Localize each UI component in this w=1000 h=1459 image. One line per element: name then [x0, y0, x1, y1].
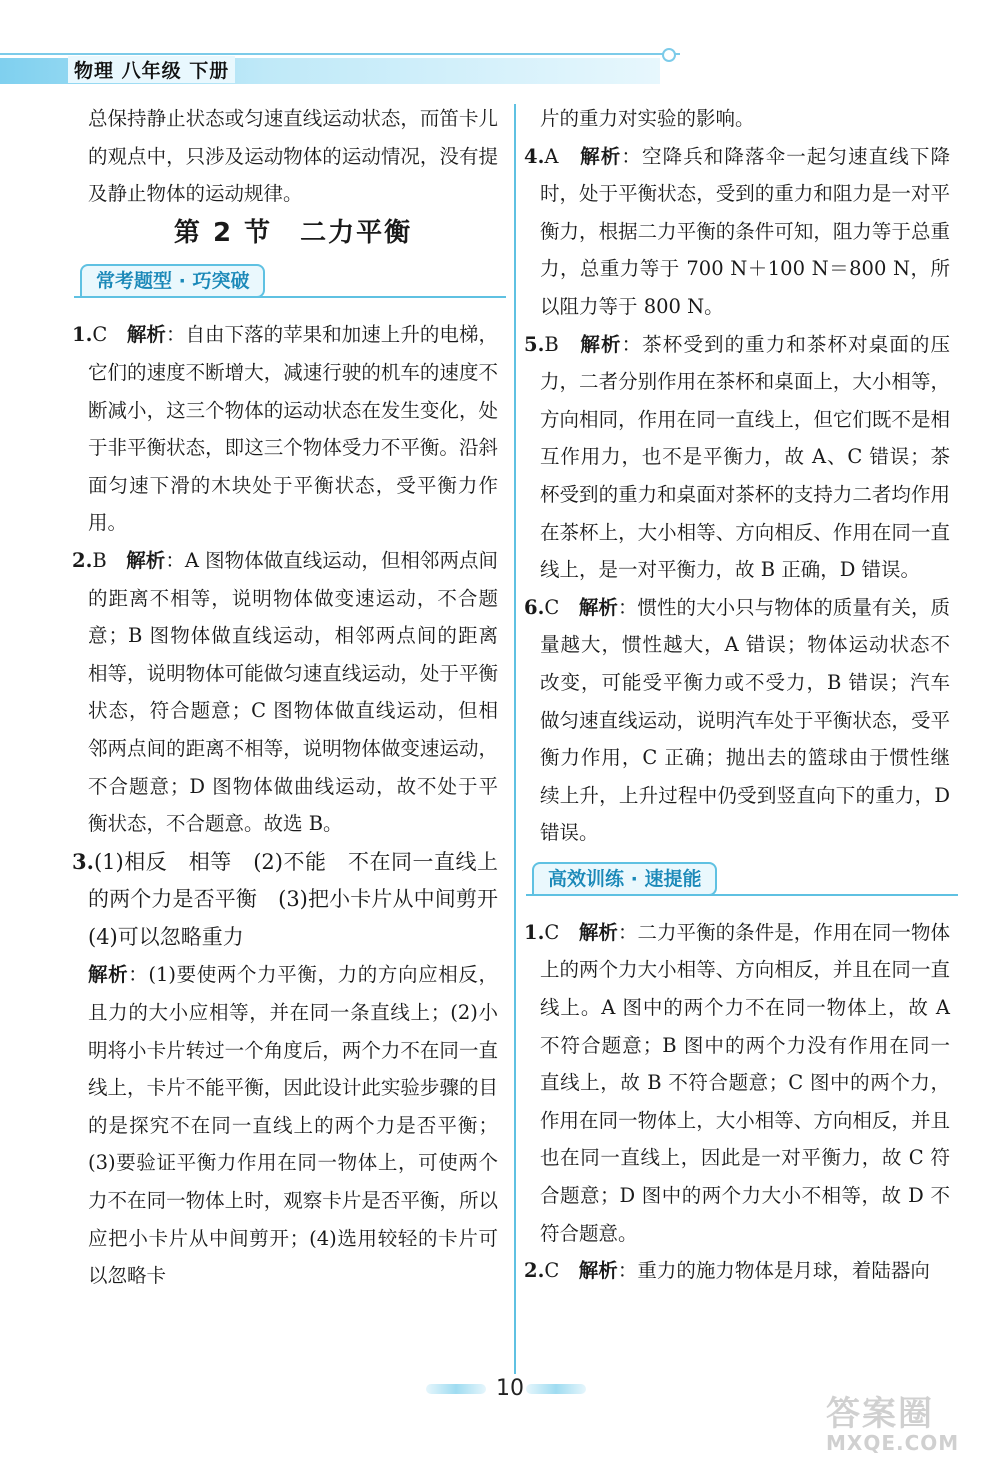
right-column [524, 100, 950, 1290]
answer-item [524, 589, 950, 852]
answer-item [524, 138, 950, 326]
analysis-text: ：茶杯受到的重力和茶杯对桌面的压力，二者分别作用在茶杯和桌面上，大小相等，方向相同，作用在同一直线上，但它们既不是相互作用力，也不是平衡力，故 A、C 错误；茶杯受到的重力和桌面对茶杯的支持力二者均作用在茶杯上，大小相等、方向相反、作用在同一直线上，是一对平衡力，故 B 正确，D 错误。 [540, 332, 950, 582]
analysis-text: ：(1)要使两个力平衡，力的方向应相反，且力的大小应相等，并在同一条直线上；(2)小明将小卡片转过一个角度后，两个力不在同一直线上，卡片不能平衡，因此设计此实验步骤的目的是探究不在同一直线上的两个力是否平衡；(3)要验证平衡力作用在同一物体上，可使两个力不在同一物体上时，观察卡片是否平衡，所以应把小卡片从中间剪开；(4)选用较轻的卡片可以忽略卡 [88, 963, 498, 1288]
analysis-text: ：A 图物体做直线运动，但相邻两点间的距离不相等，说明物体做变速运动，不合题意；B 图物体做直线运动，相邻两点间的距离相等，说明物体可能做匀速直线运动，处于平衡状态，符合题意；C 图物体做直线运动，但相邻两点间的距离不相等，说明物体做变速运动，不合题意；D 图物体做曲线运动，故不处于平衡状态，不合题意。故选 B。 [88, 548, 498, 836]
item-answer: C [544, 920, 560, 944]
item-answer: A [544, 144, 559, 168]
continued-text: 片的重力对实验的影响。 [540, 107, 755, 130]
item-number: 3. [72, 848, 94, 874]
banner-label: 常考题型 · 巧突破 [80, 264, 265, 298]
item-number: 5. [524, 332, 545, 356]
item-number: 6. [524, 595, 545, 619]
footer-ornament-right [526, 1384, 586, 1394]
answer-item [524, 326, 950, 589]
analysis-label: 解析 [578, 920, 618, 944]
banner-common [74, 264, 498, 302]
item-answer: C [544, 1259, 560, 1283]
header-dot [662, 48, 676, 62]
analysis-text: ：空降兵和降落伞一起匀速直线下降时，处于平衡状态，受到的重力和阻力是一对平衡力，根据二力平衡的条件可知，阻力等于总重力，总重力等于 700 N＋100 N＝800 N，所以阻力等于 800 N。 [540, 144, 950, 318]
analysis-text: ：惯性的大小只与物体的质量有关，质量越大，惯性越大，A 错误；物体运动状态不改变，可能受平衡力或不受力，B 错误；汽车做匀速直线运动，说明汽车处于平衡状态，受平衡力作用，C 正确；抛出去的篮球由于惯性继续上升，上升过程中仍受到竖直向下的重力，D 错误。 [540, 595, 950, 845]
header-rule [0, 53, 680, 55]
column-divider [514, 104, 516, 1374]
analysis-paragraph [88, 956, 498, 1294]
item-answer: C [92, 323, 108, 347]
analysis-text: ：重力的施力物体是月球，着陆器向 [617, 1259, 930, 1283]
page-header [0, 48, 700, 88]
section-title: 第 2 节 二力平衡 [173, 217, 413, 248]
item-number: 1. [524, 920, 545, 944]
answer-item [524, 914, 950, 1252]
watermark-logo [826, 1386, 996, 1456]
analysis-label: 解析 [126, 323, 166, 347]
watermark-text-top: 答案圈 [826, 1394, 934, 1434]
watermark-text-bottom: MXQE.COM [826, 1431, 960, 1455]
analysis-label: 解析 [88, 963, 129, 987]
item-answer: B [92, 548, 107, 572]
item-number: 4. [524, 144, 545, 168]
analysis-label: 解析 [580, 332, 622, 356]
footer-ornament-left [426, 1384, 486, 1394]
answer-item [72, 843, 519, 957]
item-answer-line: (1)相反 相等 (2)不能 不在同一直线上的两个力是否平衡 (3)把小卡片从中间剪开 (4)可以忽略重力 [88, 849, 519, 949]
banner-training [526, 862, 950, 900]
analysis-label: 解析 [126, 548, 166, 572]
answer-item [524, 1252, 950, 1290]
intro-paragraph: 总保持静止状态或匀速直线运动状态，而笛卡儿的观点中，只涉及运动物体的运动情况，没有提及静止物体的运动规律。 [88, 107, 498, 206]
item-number: 2. [524, 1259, 545, 1283]
left-column [72, 100, 519, 1295]
analysis-label: 解析 [580, 144, 622, 168]
page-number: 10 [496, 1376, 524, 1401]
analysis-text: ：自由下落的苹果和加速上升的电梯，它们的速度不断增大，减速行驶的机车的速度不断减小，这三个物体的运动状态在发生变化，处于非平衡状态，即这三个物体受力不平衡。沿斜面匀速下滑的木块处于平衡状态，受平衡力作用。 [88, 323, 498, 535]
banner-label: 高效训练 · 速提能 [532, 862, 717, 896]
analysis-text: ：二力平衡的条件是，作用在同一物体上的两个力大小相等、方向相反，并且在同一直线上。A 图中的两个力不在同一物体上，故 A 不符合题意；B 图中的两个力没有作用在同一直线上，故 B 不符合题意；C 图中的两个力，作用在同一物体上，大小相等、方向相反，并且也在同一直线上，因此是一对平衡力，故 C 符合题意；D 图中的两个力大小不相等，故 D 不符合题意。 [540, 920, 950, 1245]
analysis-label: 解析 [578, 1259, 618, 1283]
item-answer: B [544, 332, 559, 356]
book-title: 物理 八年级 下册 [68, 56, 235, 83]
analysis-label: 解析 [578, 595, 618, 619]
answer-item [72, 542, 498, 843]
item-number: 2. [72, 548, 93, 572]
item-answer: C [544, 595, 560, 619]
item-number: 1. [72, 323, 93, 347]
answer-item [72, 316, 498, 542]
